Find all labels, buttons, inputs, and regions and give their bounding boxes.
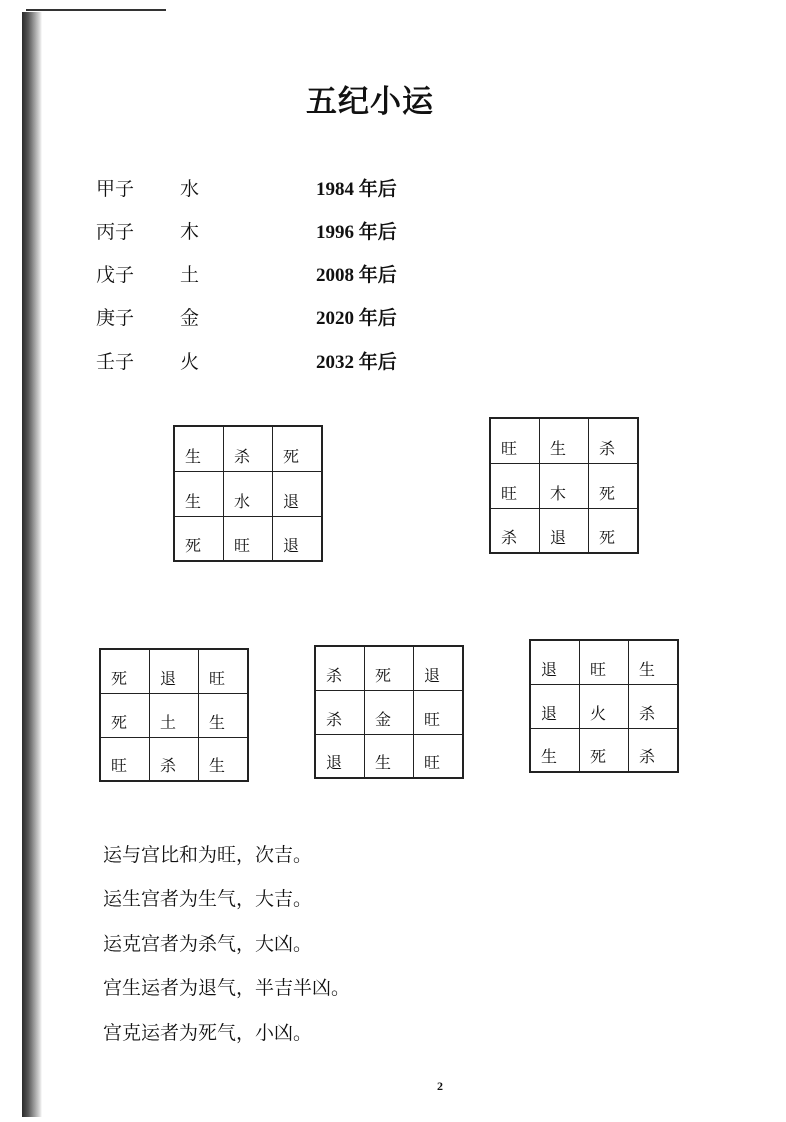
cycle-element: 火 bbox=[180, 351, 200, 373]
cycle-ganzhi: 甲子 bbox=[96, 178, 135, 200]
cycle-year: 1996 年后 bbox=[316, 222, 397, 243]
grid-cell: 杀 bbox=[315, 646, 365, 690]
cycle-year: 1984 年后 bbox=[316, 179, 397, 200]
cycle-ganzhi: 庚子 bbox=[96, 307, 135, 329]
cycle-year: 2032 年后 bbox=[316, 352, 397, 373]
grid-cell: 杀 bbox=[629, 728, 679, 772]
grid-cell: 生 bbox=[174, 471, 224, 516]
grid-cell: 生 bbox=[629, 640, 679, 684]
grid-cell: 旺 bbox=[414, 734, 464, 778]
cycle-ganzhi: 戊子 bbox=[96, 264, 135, 286]
grid-cell: 杀 bbox=[224, 426, 273, 471]
cycle-element: 水 bbox=[180, 178, 200, 200]
grid-cell: 退 bbox=[414, 646, 464, 690]
scan-binding-edge bbox=[22, 12, 42, 1117]
grid-cell: 旺 bbox=[224, 516, 273, 561]
rule-text: 运克宫者为杀气，大凶。 bbox=[103, 933, 313, 955]
grid-cell: 生 bbox=[199, 737, 249, 781]
grid-cell: 生 bbox=[365, 734, 414, 778]
rule-text: 运生宫者为生气，大吉。 bbox=[103, 888, 313, 910]
grid-cell: 旺 bbox=[100, 737, 150, 781]
grid-cell: 死 bbox=[365, 646, 414, 690]
grid-cell: 旺 bbox=[490, 418, 540, 463]
grid-cell: 退 bbox=[150, 649, 199, 693]
grid-cell: 退 bbox=[530, 640, 580, 684]
grid-cell: 杀 bbox=[589, 418, 639, 463]
palace-grid-wood bbox=[489, 417, 639, 554]
grid-cell: 金 bbox=[365, 690, 414, 734]
grid-cell: 杀 bbox=[150, 737, 199, 781]
rule-text: 宫生运者为退气，半吉半凶。 bbox=[103, 977, 351, 999]
grid-cell: 退 bbox=[273, 471, 323, 516]
page-title: 五纪小运 bbox=[306, 84, 434, 120]
grid-cell: 死 bbox=[174, 516, 224, 561]
rule-text: 宫克运者为死气，小凶。 bbox=[103, 1022, 313, 1044]
grid-cell: 水 bbox=[224, 471, 273, 516]
palace-grid-earth bbox=[99, 648, 249, 782]
palace-grid-fire bbox=[529, 639, 679, 773]
cycle-element: 木 bbox=[180, 221, 200, 243]
palace-grid-water bbox=[173, 425, 323, 562]
grid-cell: 土 bbox=[150, 693, 199, 737]
grid-cell: 死 bbox=[589, 508, 639, 553]
grid-cell: 生 bbox=[530, 728, 580, 772]
grid-cell: 旺 bbox=[199, 649, 249, 693]
grid-cell: 死 bbox=[100, 693, 150, 737]
cycle-ganzhi: 丙子 bbox=[96, 221, 135, 243]
grid-cell: 杀 bbox=[490, 508, 540, 553]
grid-cell: 杀 bbox=[315, 690, 365, 734]
grid-cell: 退 bbox=[540, 508, 589, 553]
grid-cell: 退 bbox=[273, 516, 323, 561]
grid-cell: 旺 bbox=[414, 690, 464, 734]
grid-cell: 生 bbox=[540, 418, 589, 463]
cycle-year: 2008 年后 bbox=[316, 265, 397, 286]
grid-cell: 火 bbox=[580, 684, 629, 728]
cycle-ganzhi: 壬子 bbox=[96, 351, 135, 373]
grid-cell: 生 bbox=[199, 693, 249, 737]
grid-cell: 木 bbox=[540, 463, 589, 508]
cycle-element: 金 bbox=[180, 307, 200, 329]
grid-cell: 死 bbox=[589, 463, 639, 508]
cycle-year: 2020 年后 bbox=[316, 308, 397, 329]
grid-cell: 退 bbox=[315, 734, 365, 778]
cycle-element: 土 bbox=[180, 264, 200, 286]
grid-cell: 死 bbox=[100, 649, 150, 693]
grid-cell: 旺 bbox=[490, 463, 540, 508]
grid-cell: 生 bbox=[174, 426, 224, 471]
grid-cell: 退 bbox=[530, 684, 580, 728]
grid-cell: 杀 bbox=[629, 684, 679, 728]
grid-cell: 死 bbox=[273, 426, 323, 471]
page-number: 2 bbox=[437, 1079, 443, 1093]
rule-text: 运与宫比和为旺，次吉。 bbox=[103, 844, 313, 866]
grid-cell: 旺 bbox=[580, 640, 629, 684]
top-rule bbox=[26, 9, 166, 11]
palace-grid-metal bbox=[314, 645, 464, 779]
grid-cell: 死 bbox=[580, 728, 629, 772]
